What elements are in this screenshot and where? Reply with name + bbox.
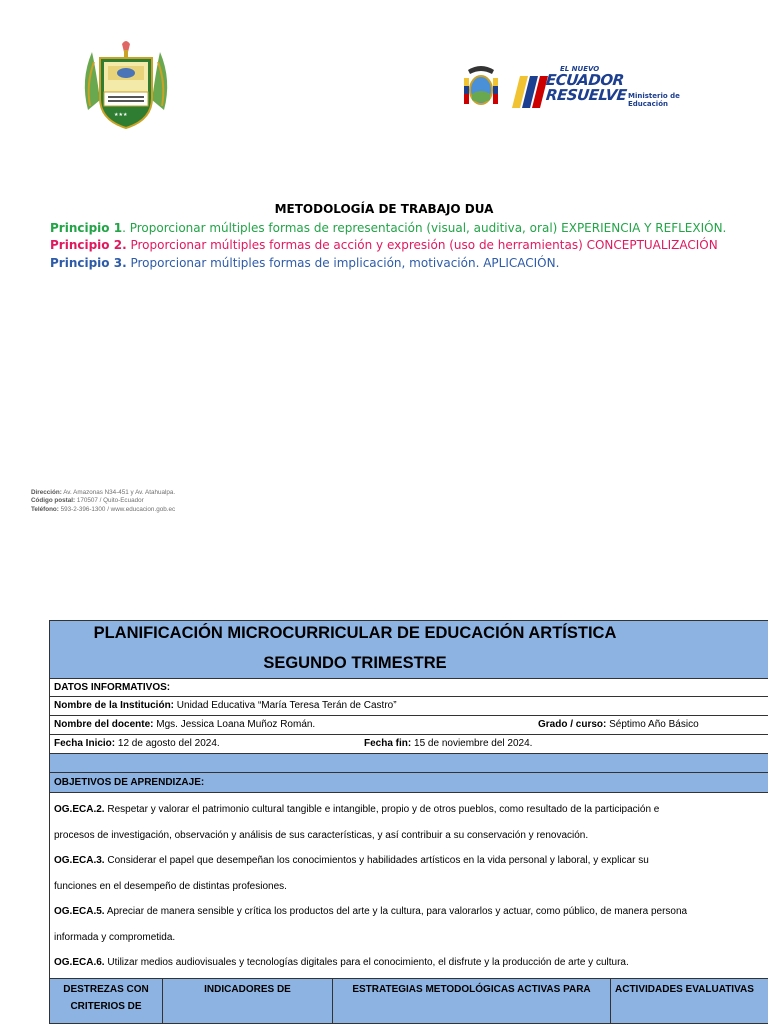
principle-2-text: Proporcionar múltiples formas de acción y expresión (uso de herramientas) CONCEPTUALIZACIÓN: [130, 238, 718, 252]
address-phone: 593-2-396-1300 / www.educacion.gob.ec: [60, 505, 176, 513]
svg-text:★★★: ★★★: [114, 112, 128, 118]
principle-2-label: Principio 2.: [50, 238, 127, 252]
ministry-label: Ministerio de Educación: [628, 92, 680, 108]
principle-1-label: Principio 1: [50, 221, 123, 235]
column-header-indicadores: INDICADORES DE: [163, 979, 333, 1023]
datos-informativos-header: DATOS INFORMATIVOS:: [50, 679, 768, 697]
spacer-row: [50, 754, 768, 773]
objective-item: OG.ECA.3. Considerar el papel que desempeñan los conocimientos y habilidades artísticos en la vida personal y laboral, y explicar su funciones en el desempeño de distintas profesiones.: [54, 855, 649, 892]
column-header-actividades: ACTIVIDADES EVALUATIVAS: [615, 983, 754, 995]
address-street: Av. Amazonas N34-451 y Av. Atahualpa.: [63, 489, 176, 496]
principle-3: [50, 256, 559, 270]
principle-2: [50, 238, 718, 252]
principle-3-label: Principio 3.: [50, 256, 127, 270]
column-header-estrategias: ESTRATEGIAS METODOLÓGICAS ACTIVAS PARA: [333, 979, 611, 1023]
brand-line1: ECUADOR: [545, 71, 625, 89]
objectives-header: OBJETIVOS DE APRENDIZAJE:: [50, 773, 768, 793]
end-date-field: Fecha fin: 15 de noviembre del 2024.: [364, 738, 533, 749]
start-date-value: 12 de agosto del 2024.: [117, 738, 220, 749]
plan-title-band: [50, 621, 768, 679]
column-header-destrezas: DESTREZAS CON CRITERIOS DE: [50, 979, 163, 1023]
objectives-list: [50, 793, 768, 979]
grade-field: Grado / curso: Séptimo Año Básico: [538, 719, 699, 730]
school-crest-icon: [78, 40, 174, 132]
school-crest-logo: [78, 40, 174, 132]
principle-1: Principio 1. Proporcionar múltiples formas de representación (visual, auditiva, oral) EXPERIENCIA Y REFLEXIÓN.: [50, 221, 727, 235]
dates-row: Fecha Inicio: 12 de agosto del 2024. Fecha fin: 15 de noviembre del 2024.: [50, 735, 768, 754]
principle-1-text: Proporcionar múltiples formas de representación (visual, auditiva, oral) EXPERIENCIA Y REFLEXIÓN.: [129, 221, 727, 235]
brand-line2: RESUELVE: [545, 86, 628, 104]
address-block: Dirección: Av. Amazonas N34-451 y Av. Atahualpa. Código postal: 170507 / Quito-Ecuador Teléfono: 593-2-396-1300 / www.educacion.gob.ec: [31, 489, 176, 513]
plan-subtitle: SEGUNDO TRIMESTRE: [263, 654, 447, 672]
plan-title: PLANIFICACIÓN MICROCURRICULAR DE EDUCACIÓN ARTÍSTICA: [93, 624, 617, 642]
brand-wordmark: [546, 66, 626, 103]
institution-value: Unidad Educativa “María Teresa Terán de Castro”: [176, 700, 397, 711]
table-column-headers: [50, 979, 768, 1023]
government-logo: [462, 62, 722, 112]
objective-item: OG.ECA.5. Apreciar de manera sensible y crítica los productos del arte y la cultura, para valorarlos y actuar, como público, de manera persona informada y comprometida.: [54, 906, 688, 943]
brand-small: EL NUEVO: [560, 65, 600, 73]
grade-value: Séptimo Año Básico: [609, 719, 699, 730]
objective-item: OG.ECA.2. Respetar y valorar el patrimonio cultural tangible e intangible, propio y de otros pueblos, como resultado de la participación e procesos de investigación, observación y análisis de sus características, y así contribuir a su conservación y renovación.: [54, 804, 660, 841]
principle-3-text: Proporcionar múltiples formas de implicación, motivación. APLICACIÓN.: [130, 256, 560, 270]
teacher-value: Mgs. Jessica Loana Muñoz Román.: [156, 719, 316, 730]
address-postal: 170507 / Quito-Ecuador: [76, 497, 144, 505]
methodology-title: METODOLOGÍA DE TRABAJO DUA: [274, 202, 494, 216]
ecuador-coat-of-arms-icon: [462, 64, 500, 110]
planning-table: [49, 620, 768, 1024]
teacher-row: Nombre del docente: Mgs. Jessica Loana Muñoz Román. Grado / curso: Séptimo Año Básico: [50, 716, 768, 735]
objective-item: OG.ECA.6. Utilizar medios audiovisuales y tecnologías digitales para el conocimiento, el disfrute y la producción de arte y cultura.: [54, 957, 629, 968]
institution-row: Nombre de la Institución: Unidad Educativa “María Teresa Terán de Castro”: [50, 697, 768, 716]
end-date-value: 15 de noviembre del 2024.: [414, 738, 533, 749]
